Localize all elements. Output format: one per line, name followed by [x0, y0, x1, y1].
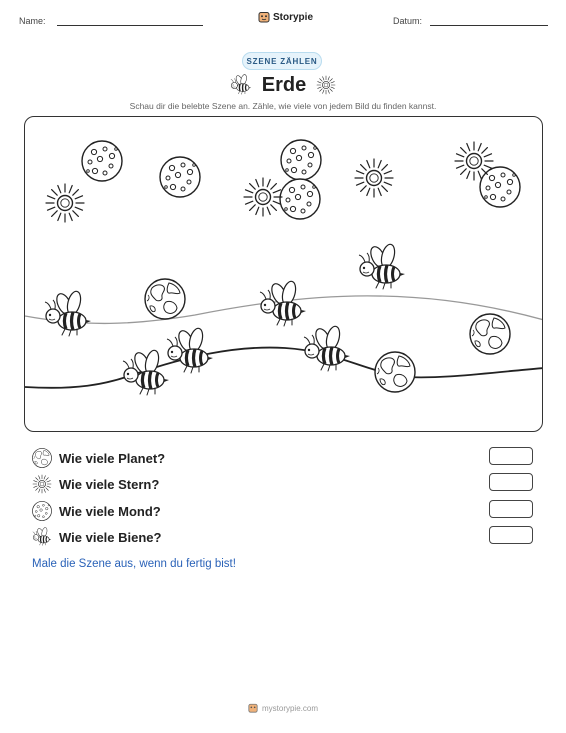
- moon-icon: [281, 140, 321, 180]
- title-row: [0, 72, 566, 98]
- storypie-mascot-icon: [248, 703, 258, 713]
- scene-count-badge: SZENE ZÄHLEN: [242, 52, 322, 70]
- answer-box-moon[interactable]: [489, 500, 533, 518]
- bee-icon: [167, 327, 213, 373]
- planet-icon: [470, 314, 510, 354]
- question-text: Wie viele Planet?: [59, 450, 166, 466]
- instruction-text: Schau dir die belebte Szene an. Zähle, wie viele von jedem Bild du finden kannst.: [129, 101, 437, 111]
- date-line[interactable]: [430, 25, 548, 26]
- moon-icon: [32, 501, 52, 521]
- answer-box-star[interactable]: [489, 473, 533, 491]
- star-icon: [46, 184, 84, 222]
- question-text: Wie viele Mond?: [59, 503, 161, 519]
- storypie-mascot-icon: [258, 11, 270, 23]
- star-icon: [32, 474, 52, 494]
- counting-scene: [24, 116, 543, 432]
- answer-box-bee[interactable]: [489, 526, 533, 544]
- moon-icon: [82, 141, 122, 181]
- question-text: Wie viele Biene?: [59, 529, 162, 545]
- moon-icon: [280, 179, 320, 219]
- name-label: Name:: [19, 16, 46, 26]
- bee-icon: [359, 243, 405, 289]
- answer-box-planet[interactable]: [489, 447, 533, 465]
- question-text: Wie viele Stern?: [59, 476, 160, 492]
- bee-icon: [32, 527, 52, 547]
- bee-icon: [230, 74, 252, 96]
- planet-icon: [145, 279, 185, 319]
- front-hill-line: [25, 348, 543, 388]
- bee-icon: [123, 349, 169, 395]
- name-line[interactable]: [57, 25, 203, 26]
- question-row-star: [32, 473, 537, 495]
- question-row-moon: [32, 500, 537, 522]
- star-icon: [244, 178, 282, 216]
- star-icon: [355, 159, 393, 197]
- brand-name: Storypie: [273, 11, 314, 23]
- bee-icon: [304, 325, 350, 371]
- scene-illustration: [25, 117, 543, 432]
- question-row-bee: [32, 526, 537, 548]
- page-title: Erde: [261, 73, 307, 96]
- site-url[interactable]: mystorypie.com: [261, 703, 318, 713]
- bee-icon: [45, 290, 91, 336]
- date-label: Datum:: [393, 16, 423, 26]
- star-icon: [316, 75, 336, 95]
- planet-icon: [32, 448, 52, 468]
- footer-logo: [0, 703, 566, 713]
- question-row-planet: [32, 447, 537, 469]
- planet-icon: [375, 352, 415, 392]
- star-icon: [455, 142, 493, 180]
- bee-icon: [260, 280, 306, 326]
- coloring-prompt: Male die Szene aus, wenn du fertig bist!: [32, 558, 236, 570]
- moon-icon: [160, 157, 200, 197]
- storypie-logo: [258, 11, 313, 23]
